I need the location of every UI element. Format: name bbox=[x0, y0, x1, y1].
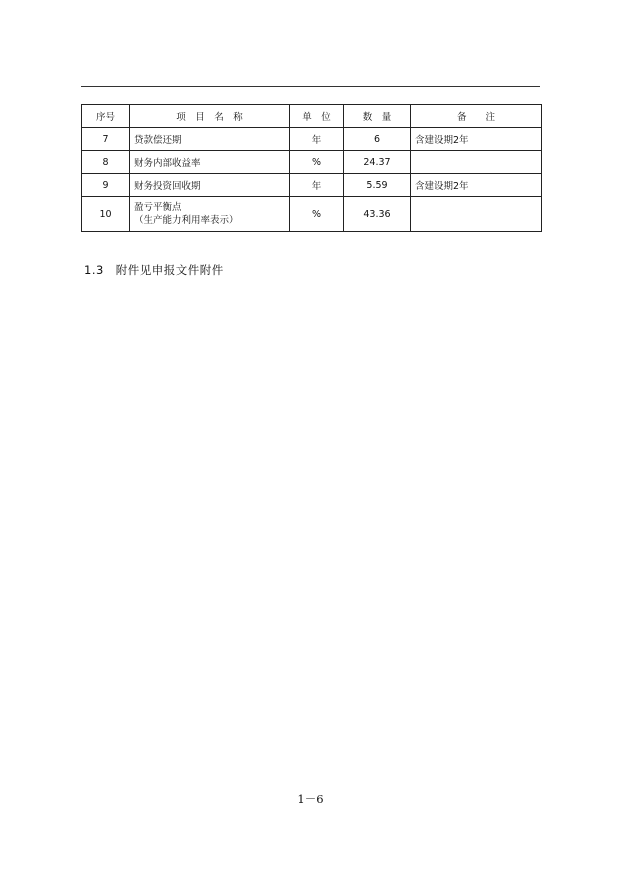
cell-quantity: 43.36 bbox=[344, 197, 411, 232]
cell-item-name: 财务投资回收期 bbox=[130, 174, 290, 197]
cell-unit: % bbox=[290, 151, 344, 174]
table-row bbox=[82, 174, 542, 197]
table-header-row bbox=[82, 105, 542, 128]
cell-remarks bbox=[411, 197, 542, 232]
cell-remarks: 含建设期2年 bbox=[411, 128, 542, 151]
cell-item-name: 贷款偿还期 bbox=[130, 128, 290, 151]
cell-item-name bbox=[130, 197, 290, 232]
cell-remarks bbox=[411, 151, 542, 174]
cell-item-name: 财务内部收益率 bbox=[130, 151, 290, 174]
cell-unit: % bbox=[290, 197, 344, 232]
cell-seq: 10 bbox=[82, 197, 130, 232]
cell-unit: 年 bbox=[290, 174, 344, 197]
header-item-name: 项 目 名 称 bbox=[130, 105, 290, 128]
header-remarks: 备 注 bbox=[411, 105, 542, 128]
section-title: 附件见申报文件附件 bbox=[115, 263, 224, 277]
cell-quantity: 5.59 bbox=[344, 174, 411, 197]
header-unit: 单 位 bbox=[290, 105, 344, 128]
cell-remarks: 含建设期2年 bbox=[411, 174, 542, 197]
table-row bbox=[82, 128, 542, 151]
page-number: 1－6 bbox=[297, 792, 324, 806]
cell-seq: 7 bbox=[82, 128, 130, 151]
header-quantity: 数 量 bbox=[344, 105, 411, 128]
cell-unit: 年 bbox=[290, 128, 344, 151]
cell-quantity: 24.37 bbox=[344, 151, 411, 174]
cell-quantity: 6 bbox=[344, 128, 411, 151]
cell-seq: 8 bbox=[82, 151, 130, 174]
section-number: 1.3 bbox=[84, 263, 104, 277]
indicator-table bbox=[81, 104, 542, 232]
header-rule bbox=[81, 86, 540, 87]
table-row bbox=[82, 151, 542, 174]
section-heading bbox=[84, 262, 224, 278]
header-seq: 序号 bbox=[82, 105, 130, 128]
item-name-line-1: 盈亏平衡点 bbox=[134, 202, 182, 213]
cell-seq: 9 bbox=[82, 174, 130, 197]
item-name-line-2: （生产能力利用率表示） bbox=[134, 215, 239, 226]
table-row bbox=[82, 197, 542, 232]
